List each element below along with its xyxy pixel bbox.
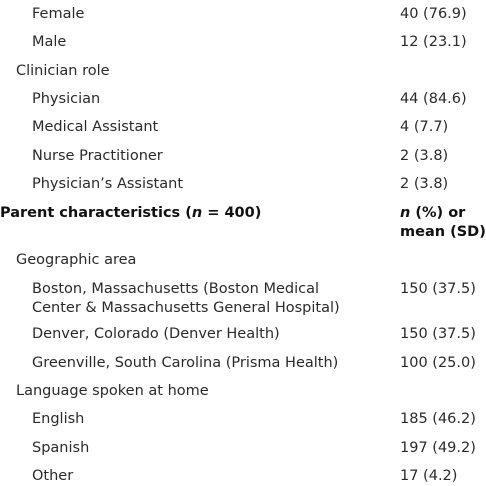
row-label: Nurse Practitioner bbox=[32, 148, 163, 164]
header-value-n: n bbox=[400, 205, 411, 221]
row-label: Spanish bbox=[32, 440, 90, 456]
row-value: 17 (4.2) bbox=[400, 468, 458, 484]
section-heading-label: Geographic area bbox=[16, 252, 137, 268]
row-label: Denver, Colorado (Denver Health) bbox=[32, 326, 280, 342]
section-heading-label: Language spoken at home bbox=[16, 383, 209, 399]
row-value: 4 (7.7) bbox=[400, 119, 449, 135]
row-value: 100 (25.0) bbox=[400, 355, 476, 371]
row-label: Other bbox=[32, 468, 74, 484]
row-label: Male bbox=[32, 34, 67, 50]
row-value: 150 (37.5) bbox=[400, 281, 476, 297]
header-label-suffix: = 400) bbox=[202, 205, 262, 221]
header-label-n: n bbox=[191, 205, 203, 221]
row-value: 150 (37.5) bbox=[400, 326, 476, 342]
row-label: Physician’s Assistant bbox=[32, 176, 184, 192]
section-header-value bbox=[400, 204, 486, 242]
row-value: 40 (76.9) bbox=[400, 6, 467, 22]
row-label: Boston, Massachusetts (Boston Medical Center & Massachusetts General Hospital) bbox=[32, 281, 340, 316]
row-label: Female bbox=[32, 6, 85, 22]
row-value: 44 (84.6) bbox=[400, 91, 467, 107]
header-value-line1: (%) or bbox=[410, 205, 466, 221]
row-value: 2 (3.8) bbox=[400, 176, 449, 192]
row-label: Physician bbox=[32, 91, 101, 107]
section-heading-label: Clinician role bbox=[16, 63, 110, 79]
row-value: 2 (3.8) bbox=[400, 148, 449, 164]
row-value: 185 (46.2) bbox=[400, 411, 476, 427]
row-label: Greenville, South Carolina (Prisma Health) bbox=[32, 355, 339, 371]
header-label-prefix: Parent characteristics ( bbox=[0, 205, 192, 221]
header-value-line2: mean (SD) bbox=[400, 224, 486, 240]
row-label: English bbox=[32, 411, 85, 427]
row-value: 197 (49.2) bbox=[400, 440, 476, 456]
row-label: Medical Assistant bbox=[32, 119, 159, 135]
section-header-label bbox=[0, 204, 261, 223]
row-value: 12 (23.1) bbox=[400, 34, 467, 50]
